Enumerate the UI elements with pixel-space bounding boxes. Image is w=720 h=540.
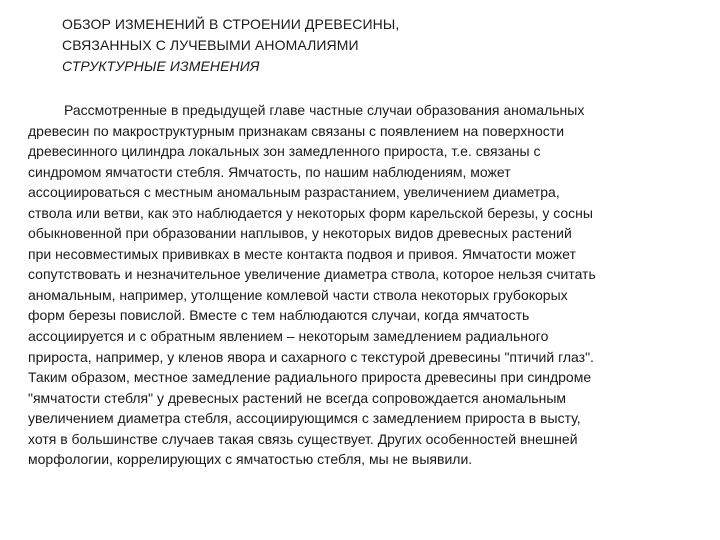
body-paragraph xyxy=(28,100,696,470)
paragraph-line: обыкновенной при образовании наплывов, у некоторых видов древесных растений xyxy=(28,225,572,242)
paragraph-line: увеличением диаметра стебля, ассоциирующимся с замедлением прироста в высту, xyxy=(28,410,581,427)
heading-subtitle: СТРУКТУРНЫЕ ИЗМЕНЕНИЯ xyxy=(62,58,260,74)
slide-heading xyxy=(62,14,662,77)
paragraph-line: аномальным, например, утолщение комлевой части ствола некоторых грубокорых xyxy=(28,286,568,303)
paragraph-line: Рассмотренные в предыдущей главе частные случаи образования аномальных xyxy=(64,102,585,118)
paragraph-line: ассоциироваться с местным аномальным разрастанием, увеличением диаметра, xyxy=(28,184,560,201)
paragraph-line: ствола или ветви, как это наблюдается у некоторых форм карельской березы, у сосны xyxy=(28,204,593,221)
paragraph-line: сопутствовать и незначительное увеличение диаметра ствола, которое нельзя считать xyxy=(28,266,596,283)
paragraph-line: древесин по макроструктурным признакам связаны с появлением на поверхности xyxy=(28,122,565,139)
paragraph-line: синдромом ямчатости стебля. Ямчатость, по нашим наблюдениям, может xyxy=(28,163,511,180)
heading-title-line-1: ОБЗОР ИЗМЕНЕНИЙ В СТРОЕНИИ ДРЕВЕСИНЫ, xyxy=(62,16,400,32)
paragraph-line: морфологии, коррелирующих с ямчатостью стебля, мы не выявили. xyxy=(28,451,473,468)
paragraph-line: при несовместимых прививках в месте контакта подвоя и привоя. Ямчатости может xyxy=(28,245,576,262)
paragraph-line: прироста, например, у кленов явора и сахарного с текстурой древесины "птичий глаз". xyxy=(28,348,594,365)
heading-title-line-2: СВЯЗАННЫХ С ЛУЧЕВЫМИ АНОМАЛИЯМИ xyxy=(62,37,359,53)
paragraph-line: хотя в большинстве случаев такая связь существует. Других особенностей внешней xyxy=(28,430,578,447)
paragraph-line: ассоциируется и с обратным явлением – некоторым замедлением радиального xyxy=(28,328,549,345)
paragraph-line: "ямчатости стебля" у древесных растений не всегда сопровождается аномальным xyxy=(28,389,567,406)
paragraph-line: форм березы повислой. Вместе с тем наблюдаются случаи, когда ямчатость xyxy=(28,307,530,324)
paragraph-line: древесинного цилиндра локальных зон замедленного прироста, т.е. связаны с xyxy=(28,143,541,160)
paragraph-line: Таким образом, местное замедление радиального прироста древесины при синдроме xyxy=(28,369,592,386)
